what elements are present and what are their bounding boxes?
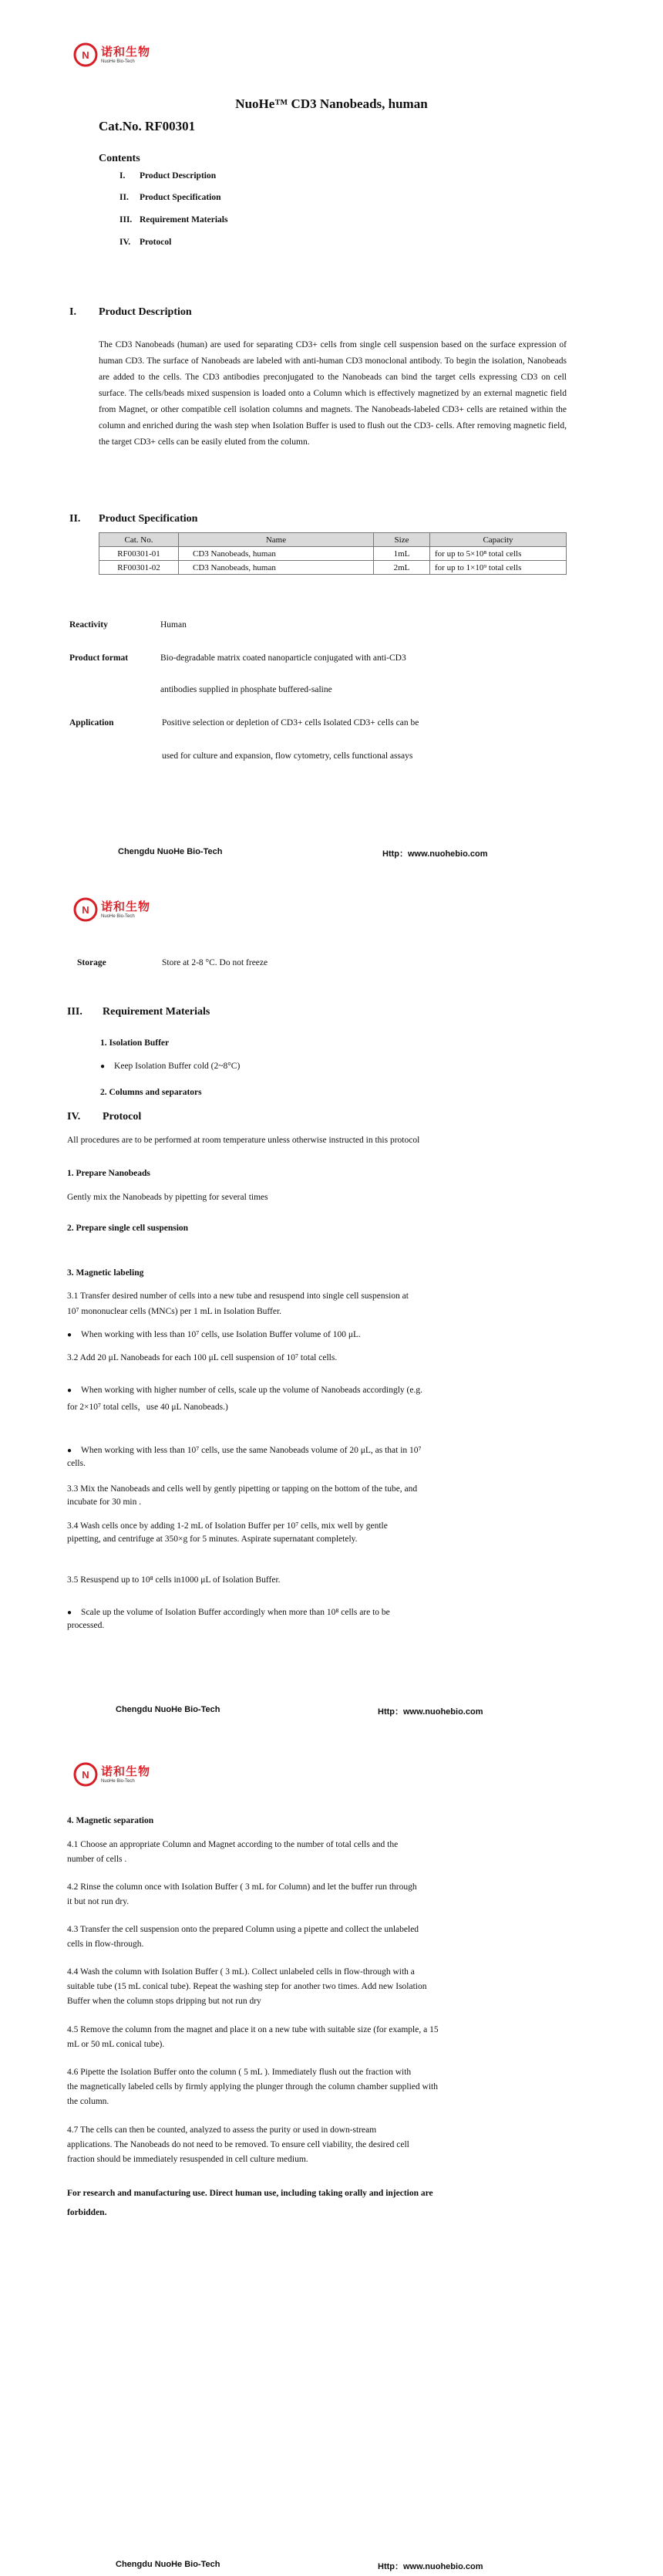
step-text: 10⁷ mononuclear cells (MNCs) per 1 mL in Isolation Buffer. xyxy=(67,1307,282,1316)
protocol-intro: All procedures are to be performed at room temperature unless otherwise instructed in this protocol xyxy=(67,1136,420,1145)
step-text: 4.3 Transfer the cell suspension onto the prepared Column using a pipette and collect the unlabeled xyxy=(67,1925,419,1934)
section-heading-requirements: III. Requirement Materials xyxy=(67,1006,210,1018)
catalog-number: Cat.No. RF00301 xyxy=(99,119,196,133)
product-format-value: antibodies supplied in phosphate buffered-saline xyxy=(160,685,332,694)
step-text: 4.2 Rinse the column once with Isolation Buffer ( 3 mL for Column) and let the buffer run through xyxy=(67,1882,417,1892)
usage-notice: For research and manufacturing use. Direct human use, including taking orally and injection are xyxy=(67,2189,433,2198)
toc-item: I. Product Description xyxy=(119,171,217,181)
contents-heading: Contents xyxy=(99,153,140,164)
section-heading-protocol: IV. Protocol xyxy=(67,1111,142,1123)
logo-english-name: NuoHe Bio-Tech xyxy=(101,913,135,919)
table-cell: 1mL xyxy=(374,547,430,561)
requirement-bullet: ● Keep Isolation Buffer cold (2~8°C) xyxy=(100,1060,240,1073)
table-cell: RF00301-02 xyxy=(99,561,179,575)
table-cell: CD3 Nanobeads, human xyxy=(179,547,374,561)
step-text: Buffer when the column stops dripping but not run dry xyxy=(67,1997,261,2006)
logo-icon xyxy=(73,897,98,922)
toc-item: IV. Protocol xyxy=(119,238,172,247)
step-heading: 2. Prepare single cell suspension xyxy=(67,1224,189,1233)
step-text: applications. The Nanobeads do not need to be removed. To ensure cell viability, the desired cell xyxy=(67,2140,409,2149)
footer-website[interactable]: Http：www.nuohebio.com xyxy=(382,849,488,859)
svg-text:N: N xyxy=(82,1769,89,1781)
step-text: 3.3 Mix the Nanobeads and cells well by gently pipetting or tapping on the bottom of the tube, and xyxy=(67,1484,418,1494)
logo-chinese-name: 诺和生物 xyxy=(101,899,151,913)
step-text: 4.1 Choose an appropriate Column and Magnet according to the number of total cells and the xyxy=(67,1840,399,1849)
application-value: used for culture and expansion, flow cytometry, cells functional assays xyxy=(162,751,413,761)
application-value: Positive selection or depletion of CD3+ cells Isolated CD3+ cells can be xyxy=(162,718,419,728)
footer-company: Chengdu NuoHe Bio-Tech xyxy=(118,847,223,856)
footer-website[interactable]: Http：www.nuohebio.com xyxy=(378,1707,483,1717)
toc-item: III. Requirement Materials xyxy=(119,215,228,225)
table-cell: CD3 Nanobeads, human xyxy=(179,561,374,575)
step-heading: 3. Magnetic labeling xyxy=(67,1268,144,1278)
footer-company: Chengdu NuoHe Bio-Tech xyxy=(116,2560,220,2569)
application-label: Application xyxy=(69,718,114,728)
step-text: 4.5 Remove the column from the magnet and place it on a new tube with suitable size (for example, a 15 xyxy=(67,2025,439,2034)
description-text: The CD3 Nanobeads (human) are used for separating CD3+ cells from single cell suspension based on the surface expression of human CD3. The surface of Nanobeads are labeled with anti-human CD3 monoclonal antibody. To begin the isolation, Nanobeads are added to the cells. The CD3 antibodies preconjugated to the Nanobeads can bind the target cells expressing CD3 on cell surface. The cells/beads mixed suspension is loaded onto a Column which is effectively magnetized by an external magnetic field from Magnet, or other compatible cell isolation columns and magnets. The Nanobeads-labeled CD3+ cells are retained within the column and enriched during the wash step when Isolation Buffer is used to flush out the CD3- cells. After removing magnetic field, the target CD3+ cells can be easily eluted from the column. xyxy=(99,340,567,447)
step-text: incubate for 30 min . xyxy=(67,1497,142,1507)
company-logo xyxy=(73,42,150,67)
step-text: fraction should be immediately resuspended in cell culture medium. xyxy=(67,2155,308,2164)
table-row xyxy=(99,547,567,561)
table-cell: for up to 1×10⁹ total cells xyxy=(430,561,567,575)
step-text: cells in flow-through. xyxy=(67,1940,144,1949)
step-text: 3.1 Transfer desired number of cells into a new tube and resuspend into single cell suspension at xyxy=(67,1291,409,1301)
table-header-row xyxy=(99,533,567,547)
logo-chinese-name: 诺和生物 xyxy=(101,44,151,59)
table-header: Cat. No. xyxy=(99,533,179,547)
storage-label: Storage xyxy=(77,958,106,967)
step-text: Gently mix the Nanobeads by pipetting for several times xyxy=(67,1193,268,1202)
table-cell: RF00301-01 xyxy=(99,547,179,561)
note-bullet: ● Scale up the volume of Isolation Buffer accordingly when more than 10⁸ cells are to be xyxy=(67,1606,390,1619)
footer-company: Chengdu NuoHe Bio-Tech xyxy=(116,1705,220,1714)
footer-website[interactable]: Http：www.nuohebio.com xyxy=(378,2562,483,2571)
logo-chinese-name: 诺和生物 xyxy=(101,1764,151,1778)
logo-english-name: NuoHe Bio-Tech xyxy=(101,1778,135,1784)
step-text: it but not run dry. xyxy=(67,1897,130,1906)
product-format-value: Bio-degradable matrix coated nanoparticle conjugated with anti-CD3 xyxy=(160,653,406,663)
specification-table xyxy=(99,532,567,575)
table-header: Capacity xyxy=(430,533,567,547)
note-bullet: ● When working with less than 10⁷ cells, use the same Nanobeads volume of 20 μL, as that in 10⁷ xyxy=(67,1444,422,1457)
requirement-item: 2. Columns and separators xyxy=(100,1088,202,1097)
toc-item: II. Product Specification xyxy=(119,193,221,202)
logo-icon xyxy=(73,1762,98,1787)
step-heading: 1. Prepare Nanobeads xyxy=(67,1169,150,1178)
table-cell: for up to 5×10⁸ total cells xyxy=(430,547,567,561)
step-text: number of cells . xyxy=(67,1855,127,1864)
table-cell: 2mL xyxy=(374,561,430,575)
step-heading: 4. Magnetic separation xyxy=(67,1816,154,1825)
reactivity-value: Human xyxy=(160,620,187,630)
section-heading-description: I. Product Description xyxy=(69,306,192,318)
step-text: 3.5 Resuspend up to 10⁸ cells in1000 μL of Isolation Buffer. xyxy=(67,1575,281,1585)
usage-notice: forbidden. xyxy=(67,2208,107,2217)
svg-text:N: N xyxy=(82,49,89,61)
company-logo xyxy=(73,897,150,922)
step-text: 4.4 Wash the column with Isolation Buffer ( 3 mL). Collect unlabeled cells in flow-through with a xyxy=(67,1967,415,1977)
requirement-item: 1. Isolation Buffer xyxy=(100,1038,170,1048)
note-bullet: ● When working with higher number of cells, scale up the volume of Nanobeads accordingly (e.g. xyxy=(67,1384,422,1397)
note-text: processed. xyxy=(67,1621,105,1630)
step-text: the column. xyxy=(67,2097,109,2106)
storage-value: Store at 2-8 °C. Do not freeze xyxy=(162,958,268,967)
logo-icon xyxy=(73,42,98,67)
reactivity-label: Reactivity xyxy=(69,620,108,630)
note-text: cells. xyxy=(67,1459,86,1468)
table-header: Size xyxy=(374,533,430,547)
step-text: 3.4 Wash cells once by adding 1-2 mL of Isolation Buffer per 10⁷ cells, mix well by gentle xyxy=(67,1521,388,1531)
step-text: the magnetically labeled cells by firmly applying the plunger through the column chamber supplied with xyxy=(67,2082,438,2092)
table-header: Name xyxy=(179,533,374,547)
step-text: mL or 50 mL conical tube). xyxy=(67,2040,165,2049)
note-text: for 2×10⁷ total cells，use 40 μL Nanobeads.) xyxy=(67,1403,228,1412)
page-title: NuoHe™ CD3 Nanobeads, human xyxy=(235,96,428,111)
note-bullet: ● When working with less than 10⁷ cells, use Isolation Buffer volume of 100 μL. xyxy=(67,1329,361,1342)
company-logo xyxy=(73,1762,150,1787)
product-format-label: Product format xyxy=(69,653,129,663)
table-row xyxy=(99,561,567,575)
step-text: 4.7 The cells can then be counted, analyzed to assess the purity or used in down-stream xyxy=(67,2125,377,2135)
step-text: pipetting, and centrifuge at 350×g for 5 minutes. Aspirate supernatant completely. xyxy=(67,1534,358,1544)
step-text: 3.2 Add 20 μL Nanobeads for each 100 μL cell suspension of 10⁷ total cells. xyxy=(67,1353,338,1362)
logo-english-name: NuoHe Bio-Tech xyxy=(101,59,135,64)
svg-text:N: N xyxy=(82,904,89,916)
step-text: 4.6 Pipette the Isolation Buffer onto the column ( 5 mL ). Immediately flush out the fraction with xyxy=(67,2068,412,2077)
step-text: suitable tube (15 mL conical tube). Repeat the washing step for another two times. Add new Isolation xyxy=(67,1982,427,1991)
section-heading-specification: II. Product Specification xyxy=(69,513,198,525)
